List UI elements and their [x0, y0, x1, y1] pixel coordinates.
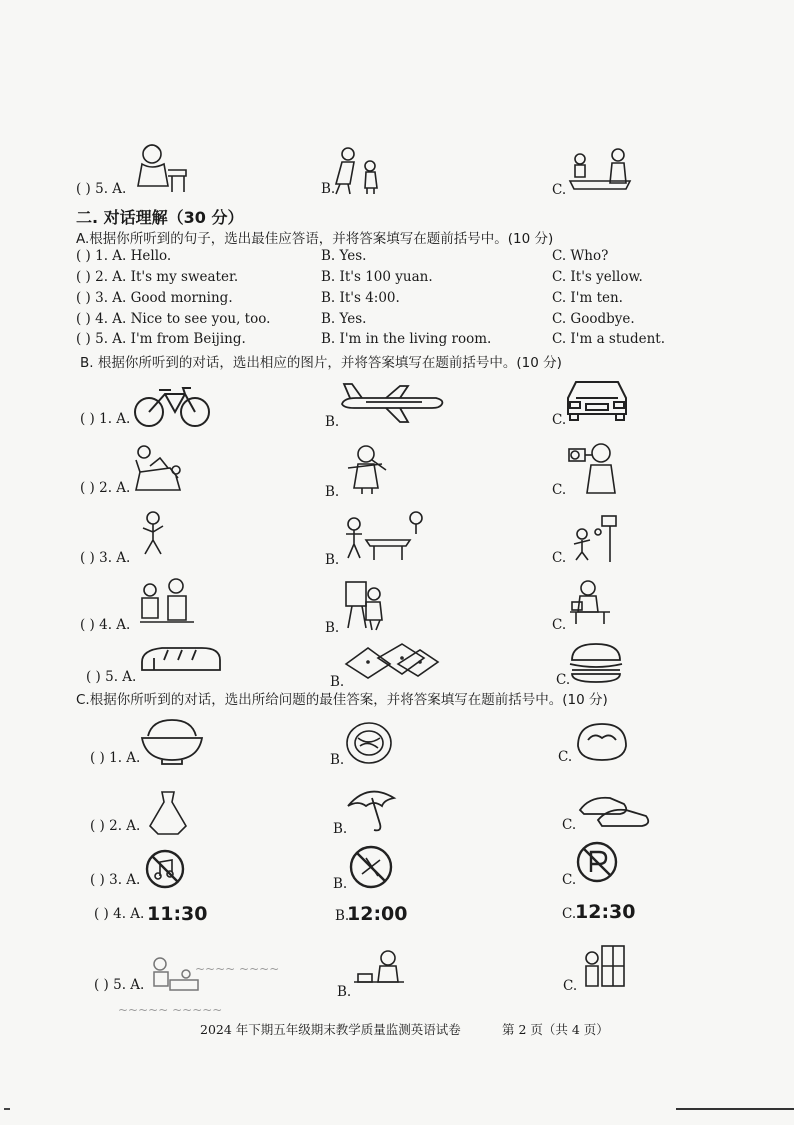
part-c-instruction: C.根据你所听到的对话，选出所给问题的最佳答案，并将答案填写在题前括号中。(10 分) — [76, 692, 608, 708]
part-b-q4-c: C. — [552, 617, 567, 633]
part-a-q1-c: C. Who? — [552, 248, 609, 264]
ping-pong-icon — [340, 510, 430, 562]
photographer-icon — [565, 441, 620, 496]
part-a-q2: ( ) 2. A. It's my sweater. — [76, 269, 239, 285]
part-b-q1-c: C. — [552, 412, 567, 428]
part-a-q2-b: B. It's 100 yuan. — [321, 269, 433, 285]
part-c-q1-c: C. — [558, 749, 573, 765]
part-b-q4-b: B. — [325, 620, 340, 636]
part-c-q5: ( ) 5. A. — [94, 977, 145, 993]
part-c-q2-b: B. — [333, 821, 348, 837]
part-c-q5-c: C. — [563, 978, 578, 994]
reading-person-icon — [130, 444, 190, 496]
part-a-q5-b: B. I'm in the living room. — [321, 331, 492, 347]
top-q5-label: ( ) 5. A. — [76, 181, 127, 197]
basketball-icon — [568, 512, 624, 564]
part-b-instruction: B. 根据你所听到的对话，选出相应的图片，并将答案填写在题前括号中。(10 分) — [80, 355, 562, 371]
crackers-icon — [342, 640, 442, 682]
woman-at-desk-icon — [130, 140, 190, 195]
part-c-q4-time-c: 12:30 — [575, 901, 636, 923]
part-b-q4: ( ) 4. A. — [80, 617, 131, 633]
girl-at-table-icon — [566, 578, 616, 628]
part-a-q3-b: B. It's 4:00. — [321, 290, 400, 306]
page-number: 第 2 页（共 4 页） — [502, 1022, 609, 1037]
bread-icon — [138, 640, 224, 674]
part-c-q4-time-a: 11:30 — [147, 903, 208, 925]
part-b-q2-c: C. — [552, 482, 567, 498]
part-b-q5-b: B. — [330, 674, 345, 690]
part-c-q3: ( ) 3. A. — [90, 872, 141, 888]
part-b-q5-c: C. — [556, 672, 571, 688]
part-a-q3: ( ) 3. A. Good morning. — [76, 290, 233, 306]
bicycle-icon — [133, 382, 211, 430]
part-c-q4-b: B. — [335, 908, 350, 924]
family-icon — [136, 576, 198, 630]
section-2-title: 二. 对话理解（30 分） — [76, 208, 244, 227]
part-b-q3: ( ) 3. A. — [80, 550, 131, 566]
part-a-q4: ( ) 4. A. Nice to see you, too. — [76, 311, 271, 327]
part-a-q1-b: B. Yes. — [321, 248, 367, 264]
part-c-q4-time-b: 12:00 — [347, 903, 408, 925]
boy-sleeping-icon — [146, 950, 202, 996]
part-b-q3-b: B. — [325, 552, 340, 568]
bun-icon — [572, 718, 632, 766]
no-parking-sign-icon — [575, 840, 619, 884]
exam-title-footer: 2024 年下期五年级期末教学质量监测英语试卷 — [200, 1022, 461, 1037]
part-c-q5-b: B. — [337, 984, 352, 1000]
part-c-q4-c: C. — [562, 906, 577, 922]
top-c-label: C. — [552, 182, 567, 198]
rice-bowl-icon — [138, 716, 206, 768]
part-a-q5: ( ) 5. A. I'm from Beijing. — [76, 331, 246, 347]
part-a-q1: ( ) 1. A. Hello. — [76, 248, 172, 264]
part-a-q5-c: C. I'm a student. — [552, 331, 665, 347]
hamburger-icon — [568, 640, 624, 686]
family-table-icon — [566, 145, 634, 195]
bleed-through-text-2: ~~~~~ ~~~~~ — [118, 1003, 223, 1017]
part-a-instruction: A.根据你所听到的句子，选出最佳应答语，并将答案填写在题前括号中。(10 分) — [76, 231, 554, 247]
painting-person-icon — [340, 578, 395, 633]
scan-edge-line — [676, 1108, 794, 1110]
top-b-label: B. — [321, 181, 336, 197]
noodles-plate-icon — [344, 720, 394, 766]
violin-player-icon — [342, 444, 392, 494]
part-c-q1: ( ) 1. A. — [90, 750, 141, 766]
part-c-q2: ( ) 2. A. — [90, 818, 141, 834]
dress-icon — [146, 788, 190, 836]
part-b-q2-b: B. — [325, 484, 340, 500]
mother-child-icon — [332, 146, 387, 196]
part-c-q4: ( ) 4. A. — [94, 906, 145, 922]
scan-mark — [4, 1108, 10, 1110]
car-icon — [562, 376, 632, 424]
part-b-q2: ( ) 2. A. — [80, 480, 131, 496]
part-c-q3-b: B. — [333, 876, 348, 892]
umbrella-icon — [344, 784, 398, 834]
part-c-q2-c: C. — [562, 817, 577, 833]
no-food-sign-icon — [348, 844, 394, 890]
part-c-q1-b: B. — [330, 752, 345, 768]
part-b-q5: ( ) 5. A. — [86, 669, 137, 685]
girl-writing-icon — [350, 948, 408, 994]
part-a-q2-c: C. It's yellow. — [552, 269, 643, 285]
bleed-through-text: ~~~~ ~~~~ — [195, 962, 280, 976]
part-b-q3-c: C. — [552, 550, 567, 566]
airplane-icon — [336, 380, 446, 425]
boy-at-window-icon — [578, 942, 628, 992]
part-a-q3-c: C. I'm ten. — [552, 290, 623, 306]
part-c-q3-c: C. — [562, 872, 577, 888]
dancing-child-icon — [135, 510, 175, 560]
part-a-q4-c: C. Goodbye. — [552, 311, 635, 327]
part-b-q1: ( ) 1. A. — [80, 411, 131, 427]
part-b-q1-b: B. — [325, 414, 340, 430]
shoes-icon — [576, 790, 656, 832]
no-music-sign-icon — [144, 848, 186, 890]
part-a-q4-b: B. Yes. — [321, 311, 367, 327]
